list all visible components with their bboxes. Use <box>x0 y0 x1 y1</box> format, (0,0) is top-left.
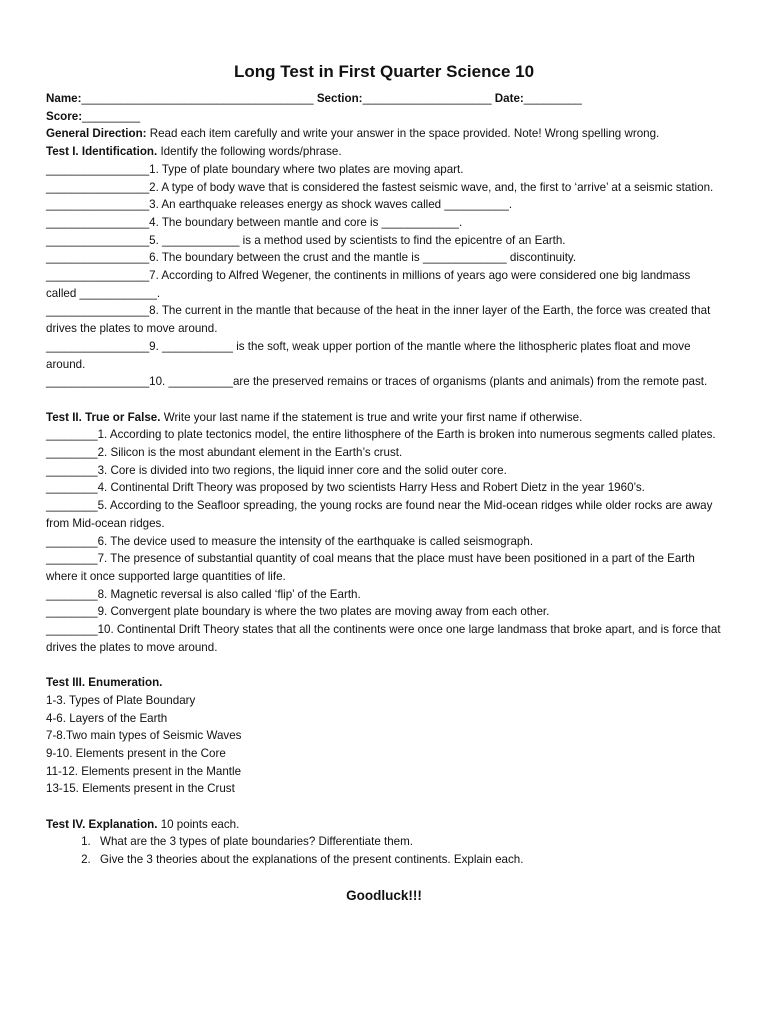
test1-title: Test I. Identification. <box>46 145 158 159</box>
test2-heading <box>46 409 722 427</box>
test4-instruction: 10 points each. <box>157 817 240 831</box>
test1-item: ________________1. Type of plate boundary where two plates are moving apart. <box>46 162 464 176</box>
test2-item: ________2. Silicon is the most abundant element in the Earth’s crust. <box>46 446 403 460</box>
test2-item: ________9. Convergent plate boundary is where the two plates are moving away from each other. <box>46 605 550 619</box>
name-field[interactable]: ____________________________________ <box>81 92 314 105</box>
test1-item: ________________9. ___________ is the soft, weak upper portion of the mantle where the lithospheric plates float and move around. <box>46 339 691 371</box>
test3-item: 9-10. Elements present in the Core <box>46 746 226 760</box>
test1-instruction: Identify the following words/phrase. <box>157 145 342 159</box>
page-title: Long Test in First Quarter Science 10 <box>233 62 535 81</box>
test2-item: ________1. According to plate tectonics model, the entire lithosphere of the Earth is broken into numerous segments called plates. <box>46 428 716 442</box>
test2-item: ________5. According to the Seafloor spreading, the young rocks are found near the Mid-ocean ridges while older rocks are away from Mid-ocean ridges. <box>46 499 713 530</box>
test2-item: ________10. Continental Drift Theory states that all the continents were once one large landmass that broke apart, and is force that drives the plates to move around. <box>46 623 721 654</box>
test3-item: 11-12. Elements present in the Mantle <box>46 764 242 778</box>
test4-title: Test IV. Explanation. <box>46 817 158 831</box>
test2-item: ________8. Magnetic reversal is also called ‘flip’ of the Earth. <box>46 587 361 601</box>
test1-item: ________________4. The boundary between mantle and core is ____________. <box>46 215 463 229</box>
test1-item: ________________10. __________are the preserved remains or traces of organisms (plants and animals) from the remote past. <box>46 375 708 389</box>
section-field[interactable]: ____________________ <box>362 92 492 105</box>
test2-title: Test II. True or False. <box>46 410 161 424</box>
test2-instruction: Write your last name if the statement is true and write your first name if otherwise. <box>160 410 583 424</box>
test3-heading <box>46 674 722 692</box>
score-row <box>46 108 722 126</box>
test4-item: 2. Give the 3 theories about the explanations of the present continents. Explain each. <box>94 851 722 869</box>
name-label: Name: <box>46 92 82 105</box>
test3-item: 13-15. Elements present in the Crust <box>46 782 235 796</box>
closing-message: Goodluck!!! <box>346 887 422 903</box>
test3-item: 4-6. Layers of the Earth <box>46 711 168 725</box>
test2-item: ________3. Core is divided into two regions, the liquid inner core and the solid outer core. <box>46 463 507 477</box>
general-direction-label: General Direction: <box>46 127 147 141</box>
test4-heading <box>46 816 722 834</box>
test3-item: 7-8.Two main types of Seismic Waves <box>46 729 242 743</box>
test4-list <box>46 833 722 868</box>
test1-item: ________________3. An earthquake releases energy as shock waves called __________. <box>46 198 513 212</box>
test1-item: ________________2. A type of body wave that is considered the fastest seismic wave, and, the first to ‘arrive’ at a seismic station. <box>46 180 714 194</box>
header-row <box>46 90 722 108</box>
test1-item: ________________5. ____________ is a method used by scientists to find the epicentre of an Earth. <box>46 233 566 247</box>
test1-item: ________________8. The current in the mantle that because of the heat in the inner layer of the Earth, the force was created that drives the plates to move around. <box>46 304 711 336</box>
test2-item: ________7. The presence of substantial quantity of coal means that the place must have been positioned in a part of the Earth where it once supported large quantities of life. <box>46 552 695 583</box>
score-label: Score: <box>46 109 83 123</box>
test3-title: Test III. Enumeration. <box>46 676 163 690</box>
section-label: Section: <box>316 92 363 105</box>
date-label: Date: <box>494 92 524 105</box>
test1-heading <box>46 143 722 161</box>
test-page <box>46 60 722 905</box>
score-field[interactable]: _________ <box>82 109 141 123</box>
test1-item: ________________7. According to Alfred Wegener, the continents in millions of years ago were considered one big landmass called ____________. <box>46 269 691 300</box>
test1-item: ________________6. The boundary between the crust and the mantle is _____________ discontinuity. <box>46 251 577 265</box>
test2-item: ________4. Continental Drift Theory was proposed by two scientists Harry Hess and Robert Dietz in the year 1960’s. <box>46 481 645 495</box>
test2-item: ________6. The device used to measure the intensity of the earthquake is called seismograph. <box>46 534 534 548</box>
general-direction <box>46 125 722 143</box>
date-field[interactable]: _________ <box>523 92 582 105</box>
test3-item: 1-3. Types of Plate Boundary <box>46 693 196 707</box>
general-direction-text: Read each item carefully and write your answer in the space provided. Note! Wrong spelling wrong. <box>146 127 660 141</box>
test4-item: 1. What are the 3 types of plate boundaries? Differentiate them. <box>94 833 722 851</box>
